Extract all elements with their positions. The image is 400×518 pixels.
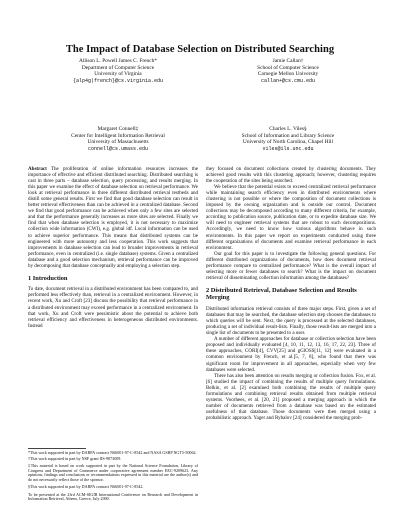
author-department: Center for Intelligent Information Retrieval <box>71 132 165 139</box>
right-column <box>206 166 376 421</box>
body-paragraph: There has also been attention on results merging or collection fusion. Fox, et al.[6] studied the impact of combining the results of multiple query formulations. Belkin, et al. [2] examined both combining the results of multiple query formulations and combining retrieval results obtained from multiple retrieval systems. Voorhees, et al. [20, 21] proposed a merging approach in which the number of documents retrieved from a database was based on the estimated usefulness of that database. Those documents were then merged using a probabilistic approach. Yager and Rybalov [24] considered the merging prob- <box>206 372 376 421</box>
author-organization: University of Virginia <box>94 71 142 78</box>
footnote-divider <box>28 448 86 449</box>
author-names: Margaret Connell‡ <box>97 126 139 132</box>
body-paragraph: A number of different approaches for database or collection selection have been proposed and individually evaluated [4, 10, 11, 12, 13, 16, 17, 22, 23]. Three of these approaches, CORI[4], CVV[25] and gGlOSS[11, 12] were evaluated in a common environment by French, et al.[5, 7, 8], who found that there was significant room for improvement in all approaches, especially when very few databases were selected. <box>206 336 376 373</box>
author-connell <box>30 126 206 153</box>
paper-title: The Impact of Database Selection on Distributed Searching <box>65 44 335 55</box>
author-callan <box>200 58 376 85</box>
abstract <box>28 166 198 269</box>
author-organization: University of Massachusetts <box>87 139 149 146</box>
author-names: Charles L. Viles§ <box>269 126 307 132</box>
author-viles <box>200 126 376 153</box>
intro-paragraph: To date, document retrieval in a distributed environment has been compared to, and performed less effectively than, retrieval in a centralized environment. However, in recent work, Xu and Croft [23] discuss the possibility that retrieval performance in a distributed environment may exceed performance in a centralized environment. In that work, Xu and Croft were pessimistic about the potential to achieve both retrieval efficiency and effectiveness in heterogeneous distributed environments. Instead <box>28 286 198 329</box>
footnote: †This work supported in part by NSF grant IIS-9873009. <box>28 456 122 462</box>
author-names: Allison L. Powell James C. French* <box>78 58 157 64</box>
abstract-label: Abstract <box>28 166 47 172</box>
footnote: ‡This material is based on work supported in part by the National Science Foundation, Library of Congress and Department of Commerce under cooperative agreement number EEC-9209623. Any opinions, findings and conclusions or recommendations expressed in this material are the author(s) and do not necessarily reflect those of the sponsor. <box>28 462 198 483</box>
footnotes <box>28 448 198 504</box>
author-email: {alp4g|french}@cs.virginia.edu <box>72 78 163 85</box>
section-heading-distributed-retrieval: 2 Distributed Retrieval, Database Selection and Results Merging <box>206 286 357 302</box>
body-paragraph: We believe that the potential exists to exceed centralized retrieval performance while maintaining search efficiency even in distributed environments where clustering is not possible or where the composition of document collections is imposed by the owning organization and is outside our control. Document collections may be decomposed according to many different criteria, for example, according to publication source, publication date, or to expedite database size. We will need to engineer retrieval systems that are robust to such decompositions. Accordingly, we need to know how various algorithms behave in such environments. In this paper we report on experiments conducted using three different organizations of documents and examine retrieval performance in each environment. <box>206 184 376 251</box>
left-column <box>28 166 198 329</box>
footnote: §This work supported in part by DARPA contract N66001-97-C-8542. <box>28 483 144 489</box>
body-paragraph: Our goal for this paper is to investigate the following general questions. For different distributed organizations of documents, how does document retrieval performance compare to centralized performance? What is the overall impact of selecting more or fewer databases to search? What is the impact on document retrieval of disseminating collection information among the databases? <box>206 250 376 281</box>
author-email: viles@ils.unc.edu <box>262 146 314 153</box>
conference-note: To be presented at the 23rd ACM-SIGIR International Conference on Research and Development in Information Retrieval, Athens, Greece, July 2000. <box>28 491 198 502</box>
author-department: School of Computer Science <box>257 64 319 71</box>
footnote: *This work supported in part by DARPA contract N66001-97-C-8542 and NASA GSRP NGT5-50062. <box>28 450 197 455</box>
author-powell-french <box>30 58 206 85</box>
author-department: Department of Computer Science <box>81 64 155 71</box>
abstract-text: The proliferation of online information resources increases the importance of effective and efficient distributed searching. Distributed searching is cast in three parts – database selection, query processing, and results merging. In this paper we examine the effect of database selection on retrieval performance. We look at retrieval performance in three different distributed retrieval testbeds and distill some general results. First we find that good database selection can result in better retrieval effectiveness than can be achieved in a centralized database. Second we find that good performance can be achieved when only a few sites are selected and that the performance generally increases as more sites are selected. Finally we find that when database selection is employed, it is not necessary to maximize collection wide information (CWI), e.g. global idf. Local information can be used to achieve superior performance. This means that distributed systems can be engineered with more autonomy and less cooperation. This work suggests that improvements in database selection can lead to broader improvements in retrieval performance, even in centralized (i.e. single database) systems. Given a centralized database and a good selection mechanism, retrieval performance can be improved by decomposing that database conceptually and employing a selection step. <box>28 166 198 269</box>
author-department: School of Information and Library Science <box>241 132 335 139</box>
body-paragraph: Distributed information retrieval consists of three major steps. First, given a set of databases that may be searched, the database selection step chooses the databases to which queries will be sent. Next, the query is processed at the selected databases, producing a set of individual result-lists. Finally, those result-lists are merged into a single list of documents to be presented to a user. <box>206 306 376 337</box>
author-organization: Carnegie Mellon University <box>257 71 319 78</box>
author-email: connell@cs.umass.edu <box>87 146 148 153</box>
body-paragraph: they focused on document collections created by clustering documents. They achieved good results with this clustering approach; however, clustering requires the cooperation of the sites being searched. <box>206 166 376 185</box>
author-email: callan+@cs.cmu.edu <box>260 78 315 85</box>
author-organization: University of North Carolina, Chapel Hill <box>242 139 334 146</box>
section-heading-introduction: 1 Introduction <box>28 274 68 282</box>
author-names: Jamie Callan† <box>272 58 304 64</box>
